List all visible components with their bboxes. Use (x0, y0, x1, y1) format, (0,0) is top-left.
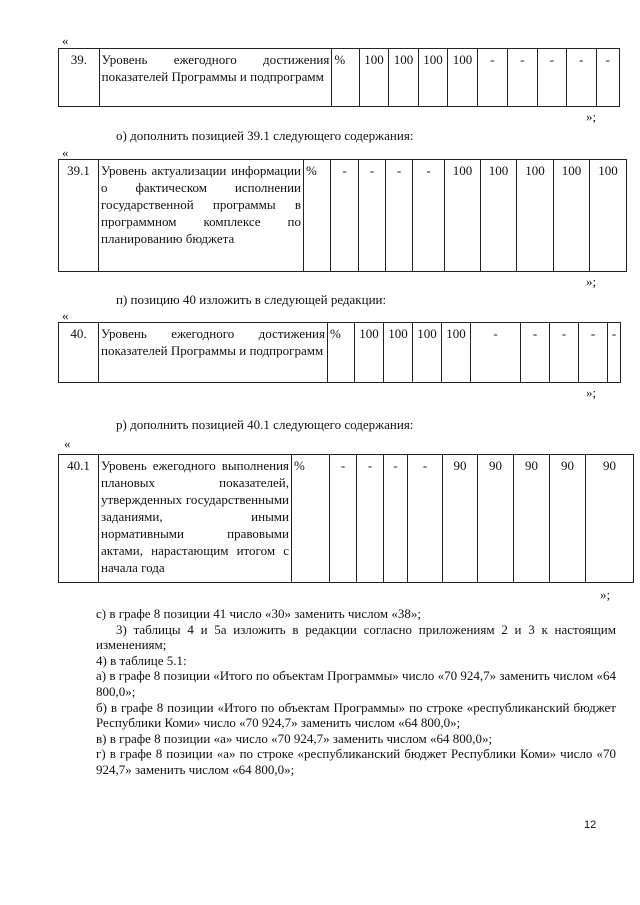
value-cell: - (331, 160, 359, 272)
close-quote: »; (586, 274, 597, 289)
amendments-text (96, 606, 616, 778)
paragraph: в) в графе 8 позиции «а» число «70 924,7» заменить числом «64 800,0»; (96, 730, 493, 746)
indicator-description: Уровень актуализации информации о фактическом исполнении государственной программы в программном комплексе по планированию бюджета (99, 160, 304, 272)
value-cell: 100 (359, 49, 388, 107)
table-position-39-1 (58, 159, 627, 272)
value-cell: 90 (478, 455, 514, 583)
indicator-description: Уровень ежегодного выполнения плановых показателей, утвержденных государственными заданиями, иными нормативными правовыми актами, нарастающим итогом с начала года (99, 455, 292, 583)
value-cell: - (537, 49, 566, 107)
value-cell: - (477, 49, 507, 107)
value-cell: - (408, 455, 443, 583)
value-cell: - (567, 49, 596, 107)
close-quote: »; (586, 385, 597, 400)
value-cell: - (608, 323, 621, 383)
instruction-p: п) позицию 40 изложить в следующей редакции: (116, 292, 387, 307)
unit-cell: % (292, 455, 330, 583)
paragraph: а) в графе 8 позиции «Итого по объектам Программы» число «70 924,7» заменить числом «64 800,0»; (96, 668, 616, 699)
value-cell: 100 (590, 160, 627, 272)
position-number: 40. (59, 323, 99, 383)
value-cell: 100 (517, 160, 554, 272)
value-cell: - (521, 323, 550, 383)
close-quote: »; (600, 587, 611, 602)
table-position-40-1 (58, 454, 634, 583)
position-number: 40.1 (59, 455, 99, 583)
value-cell: - (579, 323, 608, 383)
paragraph: с) в графе 8 позиции 41 число «30» заменить числом «38»; (96, 606, 421, 621)
paragraph: б) в графе 8 позиции «Итого по объектам Программы» по строке «республиканский бюджет Республики Коми» число «70 924,7» заменить числом «64 800,0»; (96, 699, 616, 731)
value-cell: 100 (442, 323, 471, 383)
value-cell: - (330, 455, 357, 583)
unit-cell: % (332, 49, 359, 107)
open-quote: « (62, 145, 69, 160)
value-cell: 100 (481, 160, 517, 272)
paragraph: г) в графе 8 позиции «а» по строке «республиканский бюджет Республики Коми» число «70 924,7» заменить числом «64 800,0»; (96, 746, 616, 777)
value-cell: 100 (413, 323, 442, 383)
value-cell: 100 (384, 323, 413, 383)
indicator-description: Уровень ежегодного достижения показателей Программы и подпрограмм (99, 49, 332, 107)
unit-cell: % (328, 323, 355, 383)
value-cell: 90 (586, 455, 634, 583)
value-cell: 90 (514, 455, 550, 583)
position-number: 39. (59, 49, 100, 107)
value-cell: - (596, 49, 619, 107)
value-cell: - (359, 160, 386, 272)
value-cell: 100 (554, 160, 590, 272)
value-cell: 100 (445, 160, 481, 272)
indicator-description: Уровень ежегодного достижения показателей Программы и подпрограмм (99, 323, 328, 383)
value-cell: 90 (550, 455, 586, 583)
value-cell: - (550, 323, 579, 383)
value-cell: 100 (389, 49, 418, 107)
paragraph: 3) таблицы 4 и 5а изложить в редакции согласно приложениям 2 и 3 к настоящим изменениям; (96, 621, 616, 653)
unit-cell: % (304, 160, 331, 272)
instruction-o: о) дополнить позицией 39.1 следующего содержания: (116, 128, 414, 143)
value-cell: - (386, 160, 413, 272)
value-cell: 100 (448, 49, 477, 107)
value-cell: - (384, 455, 408, 583)
value-cell: 90 (443, 455, 478, 583)
instruction-r: р) дополнить позицией 40.1 следующего содержания: (116, 417, 414, 432)
open-quote: « (62, 33, 69, 48)
value-cell: - (413, 160, 445, 272)
value-cell: 100 (355, 323, 384, 383)
page-number: 12 (584, 819, 597, 831)
close-quote: »; (586, 109, 597, 124)
open-quote: « (64, 436, 71, 451)
table-position-39 (58, 48, 620, 107)
value-cell: - (471, 323, 521, 383)
position-number: 39.1 (59, 160, 99, 272)
value-cell: 100 (418, 49, 447, 107)
paragraph: 4) в таблице 5.1: (96, 652, 187, 668)
value-cell: - (508, 49, 537, 107)
table-position-40 (58, 322, 621, 383)
value-cell: - (357, 455, 384, 583)
open-quote: « (62, 308, 69, 323)
